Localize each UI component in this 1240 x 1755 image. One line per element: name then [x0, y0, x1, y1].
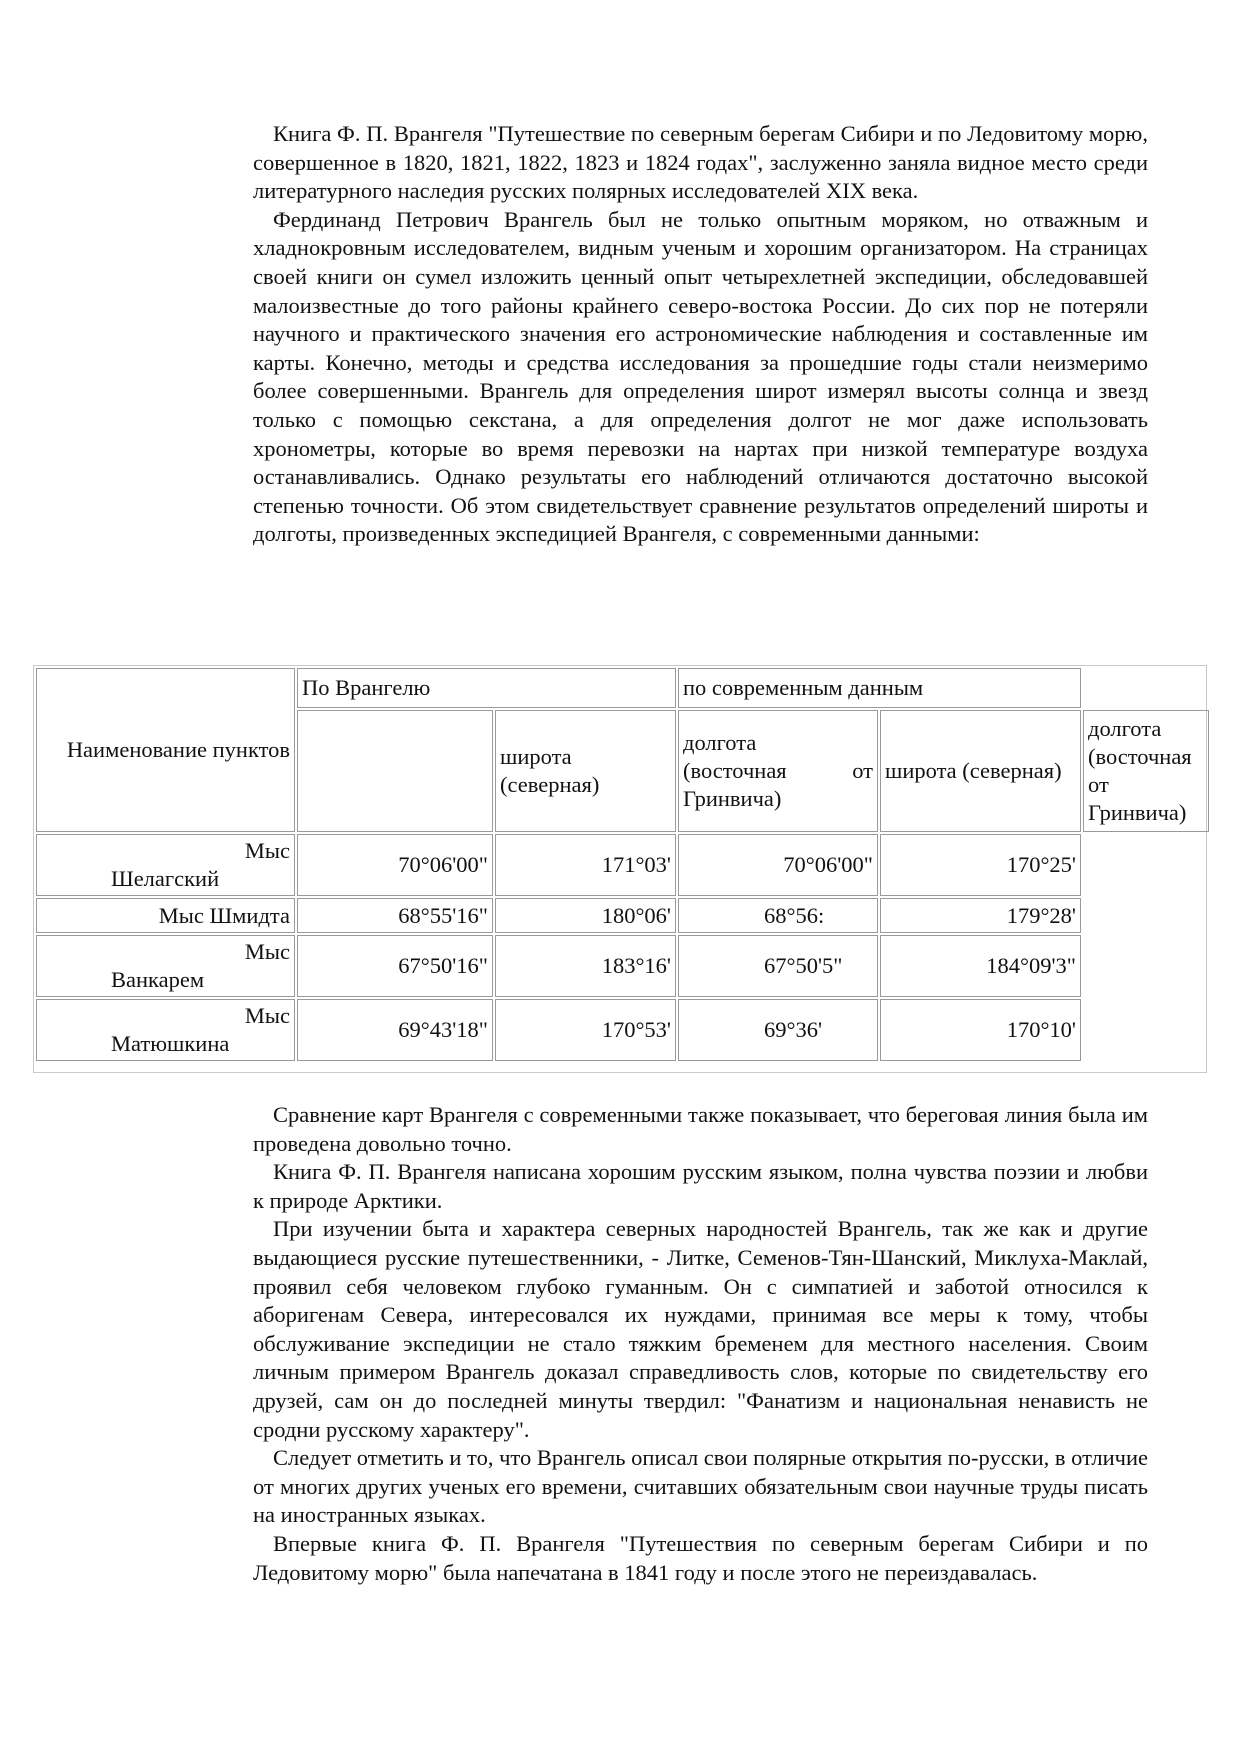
header-lon-modern: долгота (восточная от Гринвича) [1083, 710, 1209, 832]
point-name: Мыс Шмидта [36, 898, 295, 933]
lat-modern: 70°06'00" [678, 834, 878, 896]
header-lon-line [683, 757, 873, 785]
lon-wrangel: 170°53' [495, 999, 676, 1061]
paragraph: Сравнение карт Врангеля с современными также показывает, что береговая линия была им проведена довольно точно. [253, 1102, 1148, 1156]
lat-wrangel: 68°55'16" [297, 898, 493, 933]
coordinates-table [33, 665, 1207, 1073]
header-wrangel: По Врангелю [297, 668, 676, 708]
header-lon-word: от [852, 758, 873, 783]
lat-modern: 69°36' [678, 999, 878, 1061]
paragraph: Книга Ф. П. Врангеля написана хорошим русским языком, полна чувства поэзии и любви к природе Арктики. [253, 1159, 1148, 1213]
header-lon-wrangel [678, 710, 878, 832]
lon-wrangel: 180°06' [495, 898, 676, 933]
closing-text [253, 1101, 1148, 1587]
empty-cell [297, 710, 493, 832]
lon-modern: 170°25' [880, 834, 1081, 896]
intro-text [253, 120, 1148, 549]
header-point-name: Наименование пунктов [36, 668, 295, 832]
lon-modern: 170°10' [880, 999, 1081, 1061]
header-lon-word: (восточная [683, 758, 787, 783]
paragraph: Фердинанд Петрович Врангель был не только опытным моряком, но отважным и хладнокровным исследователем, видным ученым и хорошим организатором. На страницах своей книги он сумел изложить ценный опыт четырехлетней экспедиции, обследовавшей малоизвестные до того районы крайнего северо-востока России. До сих пор не потеряли научного и практического значения его астрономические наблюдения и составленные им карты. Конечно, методы и средства исследования за прошедшие годы стали неизмеримо более совершенными. Врангель для определения широт измерял высоты солнца и звезд только с помощью секстана, а для определения долгот не мог даже использовать хронометры, которые во время перевозки на нартах при низкой температуре воздуха останавливались. Однако результаты его наблюдений отличаются достаточно высокой степенью точности. Об этом свидетельствует сравнение результатов определений широты и долготы, произведенных экспедицией Врангеля, с современными данными: [253, 206, 1148, 547]
table-row [36, 834, 1209, 896]
header-lat-wrangel: широта (северная) [495, 710, 676, 832]
paragraph: Впервые книга Ф. П. Врангеля "Путешествия по северным берегам Сибири и по Ледовитому морю" была напечатана в 1841 году и после этого не переиздавалась. [253, 1530, 1148, 1585]
point-name: Мыс Матюшкина [36, 999, 295, 1061]
point-name: Мыс Ванкарем [36, 935, 295, 997]
empty-cell [1083, 834, 1209, 1061]
table-row [36, 898, 1209, 933]
lat-wrangel: 67°50'16" [297, 935, 493, 997]
table-row [36, 999, 1209, 1061]
lat-modern: 68°56: [678, 898, 878, 933]
paragraph: Следует отметить и то, что Врангель описал свои полярные открытия по-русски, в отличие от многих других ученых его времени, считавших обязательным свои научные труды писать на иностранных языках. [253, 1445, 1148, 1528]
empty-cell [1083, 668, 1209, 708]
table-row [36, 935, 1209, 997]
header-lat-modern: широта (северная) [880, 710, 1081, 832]
header-modern: по современным данным [678, 668, 1081, 708]
header-lon-line: Гринвича) [683, 786, 782, 811]
lat-wrangel: 70°06'00" [297, 834, 493, 896]
header-lon-line: долгота [683, 730, 757, 755]
paragraph: Книга Ф. П. Врангеля "Путешествие по северным берегам Сибири и по Ледовитому морю, совершенное в 1820, 1821, 1822, 1823 и 1824 годах", заслуженно заняла видное место среди литературного наследия русских полярных исследователей XIX века. [253, 121, 1148, 204]
lon-modern: 184°09'3" [880, 935, 1081, 997]
lon-modern: 179°28' [880, 898, 1081, 933]
point-name: Мыс Шелагский [36, 834, 295, 896]
lat-modern: 67°50'5" [678, 935, 878, 997]
lon-wrangel: 183°16' [495, 935, 676, 997]
lat-wrangel: 69°43'18" [297, 999, 493, 1061]
lon-wrangel: 171°03' [495, 834, 676, 896]
paragraph: При изучении быта и характера северных народностей Врангель, так же как и другие выдающиеся русские путешественники, - Литке, Семенов-Тян-Шанский, Миклуха-Маклай, проявил себя человеком глубоко гуманным. Он с симпатией и заботой относился к аборигенам Севера, интересовался их нуждами, принимая все меры к тому, чтобы обслуживание экспедиции не стало тяжким бременем для местного населения. Своим личным примером Врангель доказал справедливость слов, которые по свидетельству его друзей, сам он до последней минуты твердил: "Фанатизм и национальная ненависть не сродни русскому характеру". [253, 1216, 1148, 1442]
